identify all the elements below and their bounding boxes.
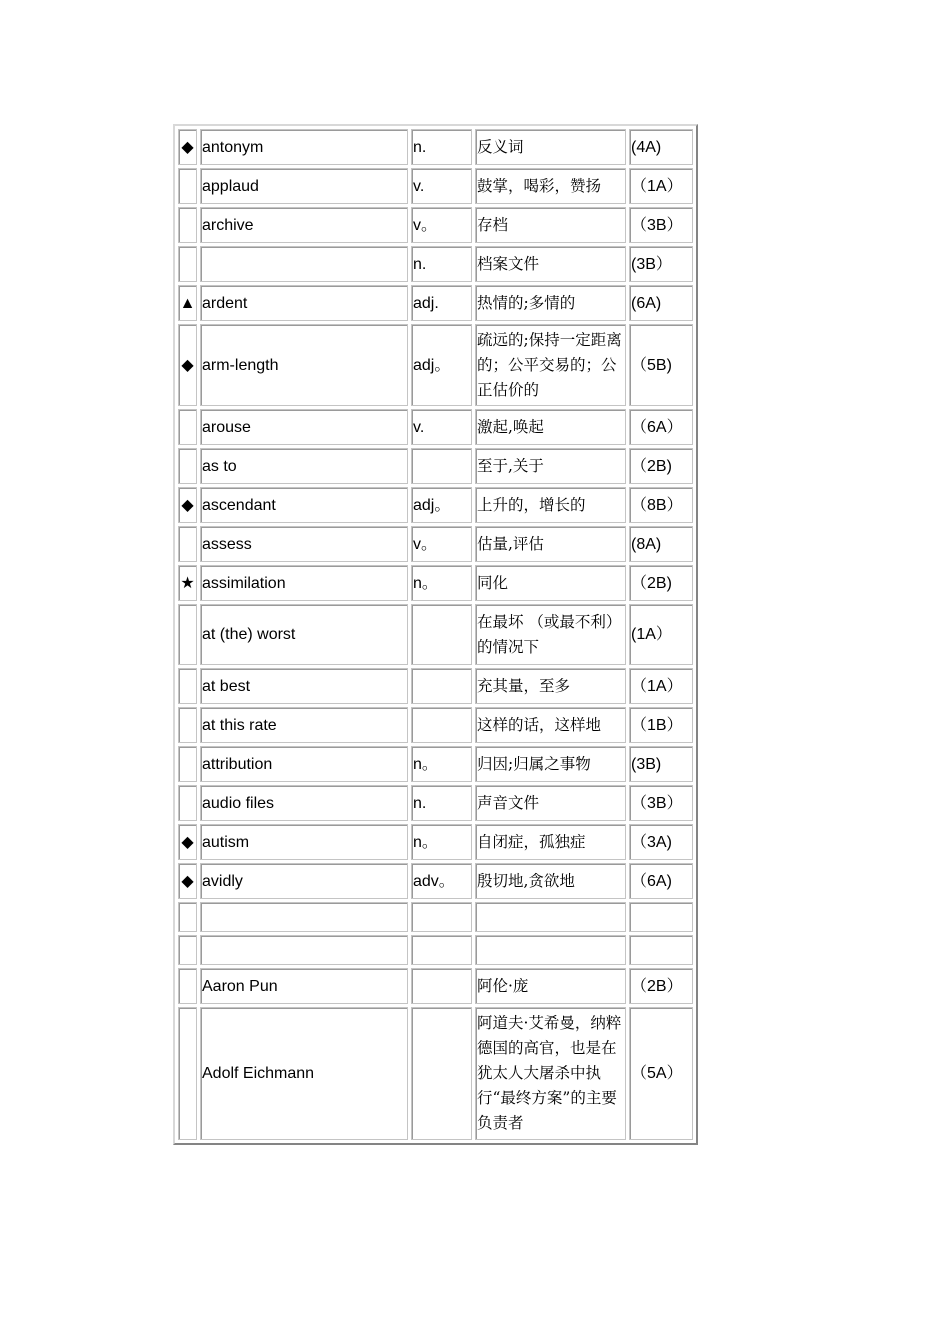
table-row: [178, 168, 693, 204]
unit-cell: （1A）: [629, 668, 693, 704]
meaning-cell: 上升的，增长的: [475, 487, 626, 523]
row-marker: [178, 526, 197, 562]
meaning-cell: 估量,评估: [475, 526, 626, 562]
table-row: [178, 746, 693, 782]
table-row: [178, 409, 693, 445]
meaning-cell: 归因;归属之事物: [475, 746, 626, 782]
row-marker: ◆: [178, 863, 197, 899]
word-cell: Aaron Pun: [200, 968, 408, 1004]
meaning-cell: [475, 935, 626, 965]
word-cell: ascendant: [200, 487, 408, 523]
meaning-cell: 在最坏 （或最不利）的情况下: [475, 604, 626, 665]
part-of-speech-cell: v。: [411, 526, 472, 562]
unit-cell: （6A）: [629, 409, 693, 445]
meaning-cell: 声音文件: [475, 785, 626, 821]
unit-cell: （1B）: [629, 707, 693, 743]
row-marker: ★: [178, 565, 197, 601]
table-row: [178, 668, 693, 704]
table-row: [178, 935, 693, 965]
table-row: [178, 246, 693, 282]
meaning-cell: 同化: [475, 565, 626, 601]
word-cell: [200, 246, 408, 282]
table-row: [178, 604, 693, 665]
meaning-cell: 阿道夫·艾希曼，纳粹德国的高官，也是在犹太人大屠杀中执行“最终方案”的主要负责者: [475, 1007, 626, 1140]
row-marker: [178, 604, 197, 665]
table-row: [178, 324, 693, 406]
unit-cell: （3A): [629, 824, 693, 860]
part-of-speech-cell: [411, 448, 472, 484]
unit-cell: (8A): [629, 526, 693, 562]
word-cell: antonym: [200, 129, 408, 165]
table-row: [178, 487, 693, 523]
unit-cell: （5A）: [629, 1007, 693, 1140]
row-marker: [178, 968, 197, 1004]
unit-cell: （1A）: [629, 168, 693, 204]
part-of-speech-cell: n.: [411, 129, 472, 165]
meaning-cell: 激起,唤起: [475, 409, 626, 445]
meaning-cell: 这样的话，这样地: [475, 707, 626, 743]
meaning-cell: [475, 902, 626, 932]
table-row: [178, 824, 693, 860]
unit-cell: (6A): [629, 285, 693, 321]
table-row: [178, 1007, 693, 1140]
part-of-speech-cell: adj。: [411, 324, 472, 406]
word-cell: assimilation: [200, 565, 408, 601]
word-cell: attribution: [200, 746, 408, 782]
word-cell: arouse: [200, 409, 408, 445]
table-row: [178, 129, 693, 165]
meaning-cell: 鼓掌，喝彩，赞扬: [475, 168, 626, 204]
row-marker: [178, 246, 197, 282]
meaning-cell: 热情的;多情的: [475, 285, 626, 321]
unit-cell: （6A): [629, 863, 693, 899]
word-cell: archive: [200, 207, 408, 243]
row-marker: ◆: [178, 324, 197, 406]
part-of-speech-cell: n.: [411, 785, 472, 821]
meaning-cell: 殷切地,贪欲地: [475, 863, 626, 899]
row-marker: [178, 902, 197, 932]
table-row: [178, 785, 693, 821]
unit-cell: (3B）: [629, 246, 693, 282]
row-marker: [178, 668, 197, 704]
row-marker: ◆: [178, 824, 197, 860]
meaning-cell: 自闭症，孤独症: [475, 824, 626, 860]
row-marker: [178, 707, 197, 743]
part-of-speech-cell: [411, 902, 472, 932]
part-of-speech-cell: [411, 935, 472, 965]
row-marker: [178, 935, 197, 965]
unit-cell: （2B）: [629, 968, 693, 1004]
unit-cell: (3B): [629, 746, 693, 782]
row-marker: [178, 409, 197, 445]
word-cell: at best: [200, 668, 408, 704]
part-of-speech-cell: [411, 1007, 472, 1140]
unit-cell: （2B): [629, 565, 693, 601]
part-of-speech-cell: adj。: [411, 487, 472, 523]
row-marker: ◆: [178, 129, 197, 165]
word-cell: Adolf Eichmann: [200, 1007, 408, 1140]
table-row: [178, 902, 693, 932]
part-of-speech-cell: n。: [411, 824, 472, 860]
row-marker: ▲: [178, 285, 197, 321]
part-of-speech-cell: [411, 668, 472, 704]
meaning-cell: 充其量，至多: [475, 668, 626, 704]
vocabulary-table-body: [178, 129, 693, 1140]
word-cell: ardent: [200, 285, 408, 321]
meaning-cell: 存档: [475, 207, 626, 243]
word-cell: autism: [200, 824, 408, 860]
part-of-speech-cell: v.: [411, 409, 472, 445]
word-cell: assess: [200, 526, 408, 562]
row-marker: ◆: [178, 487, 197, 523]
meaning-cell: 疏远的;保持一定距离的；公平交易的；公正估价的: [475, 324, 626, 406]
unit-cell: (1A）: [629, 604, 693, 665]
unit-cell: [629, 935, 693, 965]
meaning-cell: 至于,关于: [475, 448, 626, 484]
unit-cell: （8B）: [629, 487, 693, 523]
part-of-speech-cell: v.: [411, 168, 472, 204]
table-row: [178, 707, 693, 743]
meaning-cell: 阿伦·庞: [475, 968, 626, 1004]
table-row: [178, 285, 693, 321]
word-cell: at this rate: [200, 707, 408, 743]
row-marker: [178, 448, 197, 484]
unit-cell: （3B）: [629, 785, 693, 821]
part-of-speech-cell: [411, 707, 472, 743]
meaning-cell: 档案文件: [475, 246, 626, 282]
word-cell: [200, 902, 408, 932]
part-of-speech-cell: [411, 968, 472, 1004]
part-of-speech-cell: [411, 604, 472, 665]
unit-cell: （2B): [629, 448, 693, 484]
row-marker: [178, 168, 197, 204]
part-of-speech-cell: n。: [411, 746, 472, 782]
unit-cell: （3B）: [629, 207, 693, 243]
unit-cell: [629, 902, 693, 932]
part-of-speech-cell: n.: [411, 246, 472, 282]
vocabulary-table: [173, 124, 698, 1145]
table-row: [178, 207, 693, 243]
unit-cell: (4A): [629, 129, 693, 165]
word-cell: applaud: [200, 168, 408, 204]
word-cell: as to: [200, 448, 408, 484]
row-marker: [178, 207, 197, 243]
row-marker: [178, 746, 197, 782]
unit-cell: （5B): [629, 324, 693, 406]
word-cell: audio files: [200, 785, 408, 821]
table-row: [178, 526, 693, 562]
table-row: [178, 448, 693, 484]
table-row: [178, 565, 693, 601]
row-marker: [178, 785, 197, 821]
word-cell: avidly: [200, 863, 408, 899]
part-of-speech-cell: adv。: [411, 863, 472, 899]
meaning-cell: 反义词: [475, 129, 626, 165]
word-cell: at (the) worst: [200, 604, 408, 665]
word-cell: arm-length: [200, 324, 408, 406]
part-of-speech-cell: v。: [411, 207, 472, 243]
table-row: [178, 968, 693, 1004]
part-of-speech-cell: n。: [411, 565, 472, 601]
row-marker: [178, 1007, 197, 1140]
word-cell: [200, 935, 408, 965]
part-of-speech-cell: adj.: [411, 285, 472, 321]
table-row: [178, 863, 693, 899]
